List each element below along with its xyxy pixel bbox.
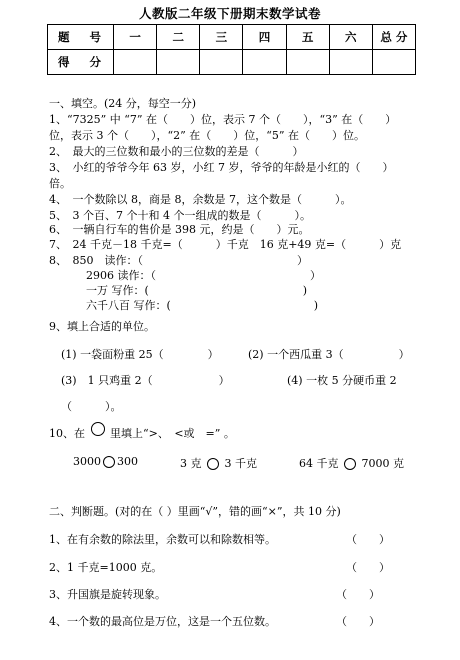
judge-paren-3[interactable]: （ ） — [336, 588, 380, 601]
judge-item-1: 1、在有余数的除法里，余数可以和除数相等。 — [49, 533, 276, 546]
section1-heading: 一、填空。(24 分，每空一分) — [49, 97, 197, 110]
q1-line2: 位，表示 3 个（ ），“2” 在（ ）位，“5” 在（ ）位。 — [49, 129, 365, 142]
judge-paren-1[interactable]: （ ） — [346, 533, 390, 546]
cell-col-2: 二 — [157, 25, 200, 50]
q9-item-2: (2) 一个西瓜重 3（ ） — [248, 348, 410, 361]
q10-item-2-left: 3 克 — [180, 457, 202, 470]
q9-item-4: (4) 一枚 5 分硬币重 2 — [287, 374, 397, 387]
q3-line1: 3、 小红的爷爷今年 63 岁，小红 7 岁，爷爷的年龄是小红的（ ） — [49, 161, 394, 174]
cell-item-label: 题 号 — [48, 25, 114, 50]
cell-col-5: 五 — [286, 25, 329, 50]
q9-item-1: (1) 一袋面粉重 25（ ） — [61, 348, 219, 361]
score-field-total[interactable] — [372, 50, 415, 75]
cell-score-label: 得 分 — [48, 50, 114, 75]
q5-text: 5、 3 个百、7 个十和 4 个一组成的数是（ ）。 — [49, 209, 311, 222]
q8-line-a: 8、 850 读作：（ ） — [49, 254, 308, 267]
q10-line — [49, 425, 235, 441]
judge-paren-2[interactable]: （ ） — [346, 561, 390, 574]
score-table-score-row — [48, 50, 416, 75]
q8-line-d: 六千八百 写作：( ) — [86, 299, 319, 312]
score-field-5[interactable] — [286, 50, 329, 75]
q6-text: 6、 一辆自行车的售价是 398 元，约是（ ）元。 — [49, 223, 310, 236]
q10-item-1-left: 3000 — [73, 455, 101, 468]
exam-title: 人教版二年级下册期末数学试卷 — [138, 6, 321, 21]
q1-line1: 1、“7325” 中 “7” 在（ ）位，表示 7 个（ ），“3” 在（ ） — [49, 113, 397, 126]
circle-icon — [91, 422, 105, 436]
cell-col-6: 六 — [329, 25, 372, 50]
q10-item-2-right: 3 千克 — [224, 457, 257, 470]
q8-line-b: 2906 读作：（ ） — [86, 269, 321, 282]
score-field-3[interactable] — [200, 50, 243, 75]
score-field-1[interactable] — [114, 50, 157, 75]
q9-item-4-blank: （ ）。 — [61, 400, 122, 413]
compare-circle-1[interactable] — [103, 456, 115, 468]
score-field-6[interactable] — [329, 50, 372, 75]
judge-item-3: 3、升国旗是旋转现象。 — [49, 588, 166, 601]
compare-circle-2[interactable] — [207, 458, 219, 470]
compare-circle-3[interactable] — [344, 458, 356, 470]
q9-heading: 9、填上合适的单位。 — [49, 320, 155, 333]
q10-item-3 — [299, 455, 404, 471]
judge-item-4: 4、一个数的最高位是万位，这是一个五位数。 — [49, 615, 276, 628]
q10-item-1-right: 300 — [117, 455, 138, 468]
q10-item-2 — [180, 455, 257, 471]
q9-item-3: (3) 1 只鸡重 2（ ） — [61, 374, 230, 387]
cell-col-1: 一 — [114, 25, 157, 50]
cell-total: 总 分 — [372, 25, 415, 50]
cell-col-3: 三 — [200, 25, 243, 50]
q8-line-c: 一万 写作：( ) — [86, 284, 308, 297]
q10-item-1 — [73, 455, 138, 468]
score-table-header-row — [48, 25, 416, 50]
q10-prefix: 10、在 — [49, 427, 85, 440]
q7-text: 7、 24 千克－18 千克=（ ）千克 16 克+49 克=（ ）克 — [49, 238, 402, 251]
judge-paren-4[interactable]: （ ） — [336, 615, 380, 628]
q10-item-3-right: 7000 克 — [361, 457, 404, 470]
cell-col-4: 四 — [243, 25, 286, 50]
q3-line2: 倍。 — [49, 177, 71, 190]
q4-text: 4、 一个数除以 8，商是 8，余数是 7，这个数是（ ）。 — [49, 193, 352, 206]
section2-heading: 二、判断题。(对的在（ ）里画“√”，错的画“×”，共 10 分) — [49, 505, 341, 518]
score-field-2[interactable] — [157, 50, 200, 75]
q2-text: 2、 最大的三位数和最小的三位数的差是（ ） — [49, 145, 304, 158]
q10-item-3-left: 64 千克 — [299, 457, 339, 470]
score-table — [47, 24, 416, 75]
judge-item-2: 2、1 千克=1000 克。 — [49, 561, 163, 574]
score-field-4[interactable] — [243, 50, 286, 75]
q10-suffix: 里填上“>、 <或 =” 。 — [110, 427, 235, 440]
